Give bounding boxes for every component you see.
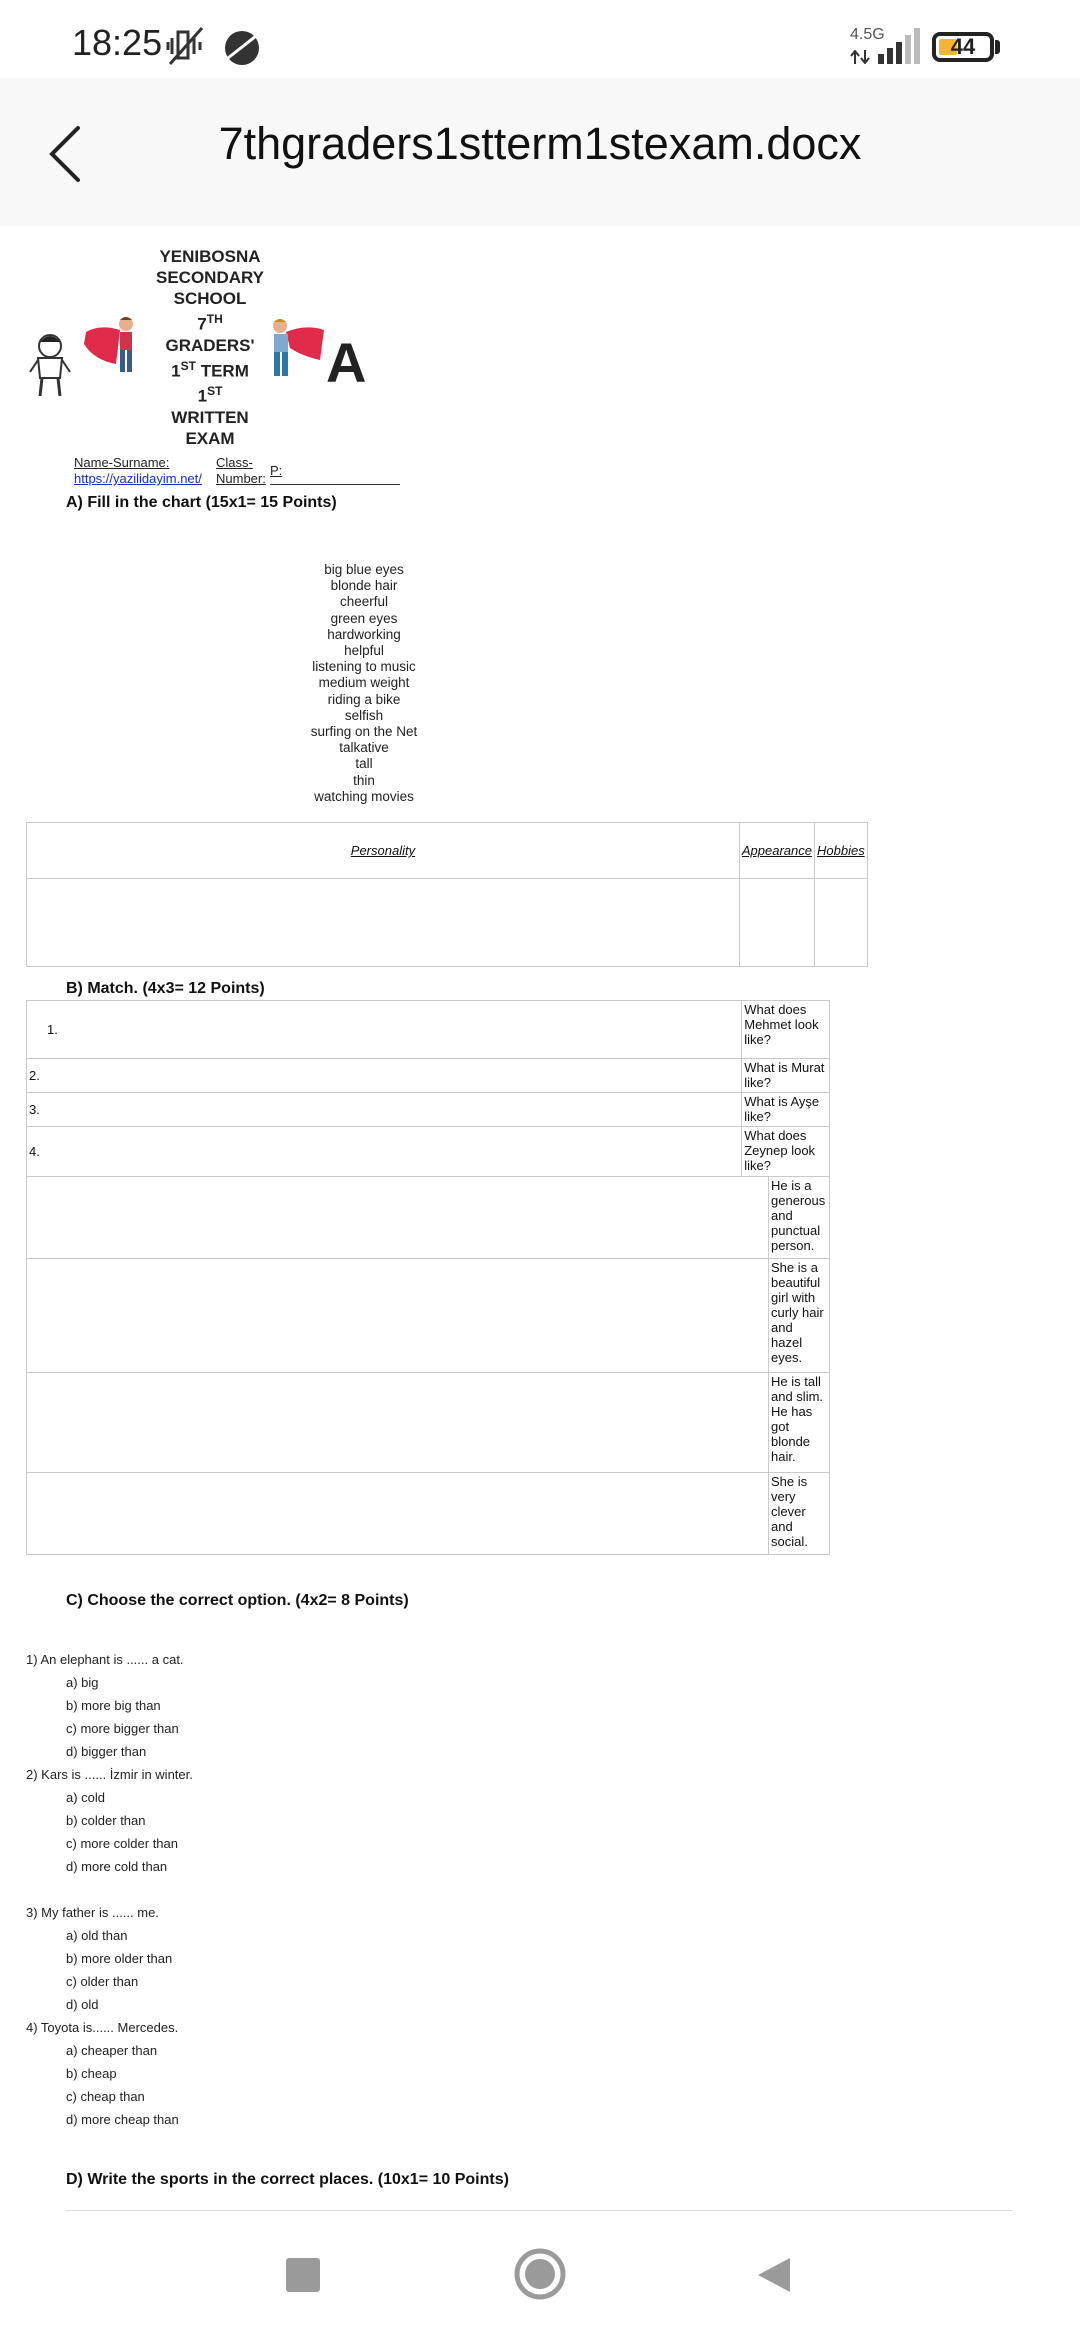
mc-question: 3) My father is ...... me. — [26, 1905, 159, 1920]
answer-text: He is a generous and punctual person. — [769, 1177, 830, 1259]
question-num: 3. — [27, 1093, 742, 1127]
answer-blank[interactable] — [27, 1473, 769, 1555]
source-link[interactable]: https://yazilidayim.net/ — [74, 471, 202, 486]
answer-blank[interactable] — [27, 1259, 769, 1373]
hobbies-cell[interactable] — [815, 879, 868, 967]
mc-option[interactable]: c) older than — [66, 1974, 139, 1989]
word-item: big blue eyes — [324, 562, 404, 577]
term-line: 1ST TERM — [171, 358, 249, 381]
appearance-header: Appearance — [739, 823, 814, 879]
school-line: EXAM — [185, 428, 235, 448]
battery-icon — [932, 32, 994, 62]
word-item: talkative — [339, 740, 389, 756]
boy-figure-icon — [26, 332, 74, 398]
grade-line: 7TH — [197, 312, 223, 334]
answer-blank[interactable] — [27, 1177, 769, 1259]
word-item: watching movies — [314, 788, 414, 804]
points-underline — [270, 484, 400, 485]
mc-option[interactable]: c) cheap than — [66, 2089, 145, 2104]
answer-text: She is very clever and social. — [769, 1473, 830, 1555]
class-field: Class- — [216, 455, 253, 470]
mc-option[interactable]: b) more big than — [66, 1698, 161, 1713]
superhero-girl-icon — [80, 314, 146, 380]
question-text: What is Ayşe like? — [742, 1093, 830, 1127]
back-button[interactable] — [756, 2256, 792, 2294]
mc-option[interactable]: b) colder than — [66, 1813, 146, 1828]
mute-icon — [162, 24, 210, 68]
chart-table — [26, 822, 868, 967]
planet-icon — [222, 28, 262, 68]
answer-blank[interactable] — [27, 1373, 769, 1473]
signal-icon — [876, 26, 920, 66]
question-num: 4. — [27, 1127, 742, 1177]
battery-level: 44 — [950, 34, 976, 59]
network-type: 4.5G — [850, 26, 885, 43]
school-line: WRITTEN — [171, 407, 249, 427]
points-field: P: — [270, 463, 283, 478]
school-line: GRADERS' — [165, 335, 255, 355]
word-item: hardworking — [327, 626, 401, 642]
mc-option[interactable]: d) more cheap than — [66, 2112, 179, 2127]
name-field: Name-Surname: — [74, 455, 170, 470]
word-item: riding a bike — [327, 691, 401, 707]
mc-option[interactable]: b) more older than — [66, 1951, 173, 1966]
back-arrow-icon[interactable] — [46, 124, 86, 184]
word-item: surfing on the Net — [310, 724, 418, 740]
mc-option[interactable]: d) more cold than — [66, 1859, 168, 1874]
status-time: 18:25 — [72, 22, 163, 63]
hobbies-header: Hobbies — [815, 823, 868, 879]
mc-option[interactable]: d) bigger than — [66, 1744, 147, 1759]
answer-text: He is tall and slim. He has got blonde hair. — [769, 1373, 830, 1473]
battery-tip — [995, 40, 1000, 54]
word-item: medium weight — [318, 675, 410, 691]
school-line: SECONDARY — [156, 268, 264, 287]
mc-question: 1) An elephant is ...... a cat. — [26, 1652, 184, 1667]
mc-option[interactable]: b) cheap — [66, 2066, 117, 2081]
mc-option[interactable]: a) big — [66, 1675, 99, 1690]
mc-option[interactable]: a) cold — [66, 1790, 106, 1805]
personality-header: Personality — [27, 823, 740, 879]
personality-cell[interactable] — [27, 879, 740, 967]
word-bank — [290, 562, 438, 805]
data-arrows-icon — [850, 50, 872, 64]
mc-question: 2) Kars is ...... İzmir in winter. — [26, 1767, 193, 1782]
mc-option[interactable]: d) old — [66, 1997, 99, 2012]
school-line: YENIBOSNA — [159, 247, 261, 266]
status-bar — [0, 0, 1080, 78]
word-item: listening to music — [312, 659, 416, 675]
word-item: helpful — [344, 643, 384, 659]
answer-text: She is a beautiful girl with curly hair and hazel eyes. — [769, 1259, 830, 1373]
number-field: Number: — [216, 471, 266, 486]
question-text: What is Murat like? — [742, 1059, 830, 1093]
exam-variant: A — [326, 331, 367, 394]
mc-option[interactable]: c) more colder than — [66, 1836, 178, 1851]
mc-option[interactable]: a) old than — [66, 1928, 128, 1943]
recent-apps-button[interactable] — [286, 2258, 320, 2292]
question-num: 1. — [27, 1001, 742, 1059]
mc-option[interactable]: a) cheaper than — [66, 2043, 158, 2058]
section-d-heading: D) Write the sports in the correct places. (10x1= 10 Points) — [66, 2171, 509, 2188]
school-title — [150, 246, 270, 449]
word-item: thin — [353, 772, 375, 788]
mc-option[interactable]: c) more bigger than — [66, 1721, 179, 1736]
word-item: tall — [355, 756, 373, 772]
mc-question: 4) Toyota is...... Mercedes. — [26, 2020, 179, 2035]
superhero-boy-icon — [266, 316, 326, 382]
word-item: selfish — [344, 707, 384, 723]
appearance-cell[interactable] — [739, 879, 814, 967]
section-b-heading: B) Match. (4x3= 12 Points) — [66, 980, 265, 997]
question-num: 2. — [27, 1059, 742, 1093]
divider — [66, 2210, 1012, 2211]
exam-line: 1ST — [197, 384, 223, 406]
document-title: 7thgraders1stterm1stexam.docx — [218, 118, 862, 169]
word-item: blonde hair — [330, 578, 398, 594]
question-text: What does Zeynep look like? — [742, 1127, 830, 1177]
school-line: SCHOOL — [173, 289, 247, 308]
home-button[interactable] — [514, 2248, 566, 2300]
word-item: green eyes — [330, 610, 398, 626]
match-answers-table — [26, 1176, 830, 1555]
match-questions-table — [26, 1000, 830, 1177]
section-a-heading: A) Fill in the chart (15x1= 15 Points) — [66, 494, 337, 511]
section-c-heading: C) Choose the correct option. (4x2= 8 Points) — [66, 1592, 409, 1609]
question-text: What does Mehmet look like? — [742, 1001, 830, 1059]
word-item: cheerful — [339, 594, 389, 610]
